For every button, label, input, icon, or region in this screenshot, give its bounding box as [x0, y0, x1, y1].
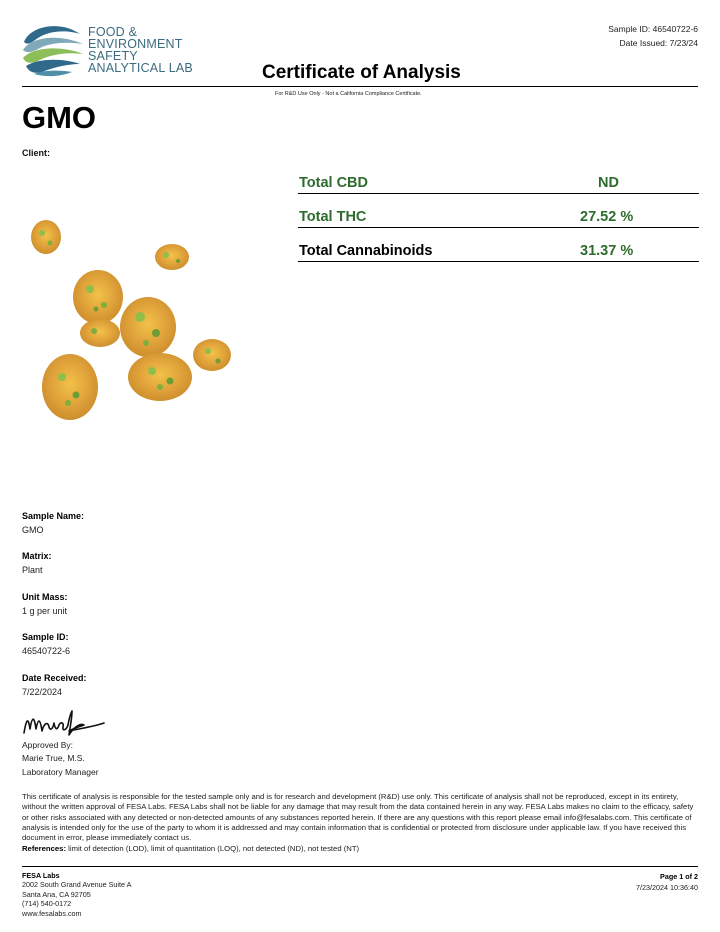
footer-timestamp: 7/23/2024 10:36:40: [636, 883, 698, 892]
sample-name-label: Sample Name:: [22, 511, 85, 521]
summary-value: 27.52 %: [580, 209, 634, 225]
matrix-value: Plant: [22, 565, 43, 575]
matrix-label: Matrix:: [22, 551, 52, 561]
signature-image: [22, 709, 106, 739]
footer-address-line1: 2002 South Grand Avenue Suite A: [22, 880, 132, 890]
unit-mass-label: Unit Mass:: [22, 592, 68, 602]
summary-value: 31.37 %: [580, 243, 634, 259]
footer-phone: (714) 540-0172: [22, 899, 72, 909]
lab-name: FOOD & ENVIRONMENT SAFETY ANALYTICAL LAB: [88, 25, 193, 75]
date-received-value: 7/22/2024: [22, 687, 63, 697]
header-meta: [608, 23, 698, 50]
sample-id-label: Sample ID:: [22, 632, 69, 642]
footer-address-line2: Santa Ana, CA 92705: [22, 889, 91, 899]
summary-row-thc: [298, 202, 699, 228]
legal-disclaimer: This certificate of analysis is responsible for the tested sample only and is for research and development (R&D) use only. This certificate of analysis shall not be reproduced, except in its entirety, without the written approval of FESA Labs. FESA Labs shall not be liable for any damage that may result from the data contained herein in any way. FESA Labs makes no claim to the efficacy, safety or other risks associated with any detected or non-detected amounts of any substances reported herein. If there are any questions with this report please email info@fesalabs.com. This certificate of analysis is intended only for the use of the party to whom it is addressed and may contain information that is confidential or protected from disclosure under applicable law. If you have received this document in error, please immediately contact us.: [22, 792, 694, 843]
references: [22, 844, 698, 853]
unit-mass-value: 1 g per unit: [22, 606, 68, 616]
document-title: Certificate of Analysis: [262, 62, 461, 83]
header-sample-id: Sample ID: 46540722-6: [608, 24, 698, 34]
header-date-issued: Date Issued: 7/23/24: [619, 37, 698, 48]
summary-row-cbd: [298, 168, 699, 194]
approver-name: Marie True, M.S.: [22, 753, 85, 763]
title-divider: [22, 86, 698, 87]
footer-website: www.fesalabs.com: [22, 908, 82, 918]
summary-label: Total THC: [299, 209, 367, 225]
sample-name-value: GMO: [22, 525, 44, 535]
lab-logo: [20, 20, 86, 80]
references-text: limit of detection (LOD), limit of quantitation (LOQ), not detected (ND), not tested (NT): [68, 844, 360, 853]
summary-label: Total CBD: [299, 175, 369, 191]
references-label: References:: [22, 844, 67, 853]
summary-label: Total Cannabinoids: [299, 243, 433, 259]
sample-title: GMO: [22, 100, 97, 135]
footer-page-info: [636, 871, 698, 893]
footer-divider: [22, 866, 698, 867]
client-label: Client:: [22, 148, 50, 158]
footer-address: [22, 871, 131, 918]
summary-value: ND: [598, 175, 619, 191]
footer-company: FESA Labs: [22, 871, 60, 880]
approver-title: Laboratory Manager: [22, 767, 99, 777]
summary-row-total-cannabinoids: [298, 236, 699, 262]
sample-photo: [24, 205, 244, 435]
date-received-label: Date Received:: [22, 673, 87, 683]
sample-id-value: 46540722-6: [22, 646, 71, 656]
approved-by-label: Approved By:: [22, 740, 74, 750]
rd-disclaimer: For R&D Use Only - Not a California Compliance Certificate.: [275, 91, 422, 97]
page-number: Page 1 of 2: [660, 872, 698, 881]
